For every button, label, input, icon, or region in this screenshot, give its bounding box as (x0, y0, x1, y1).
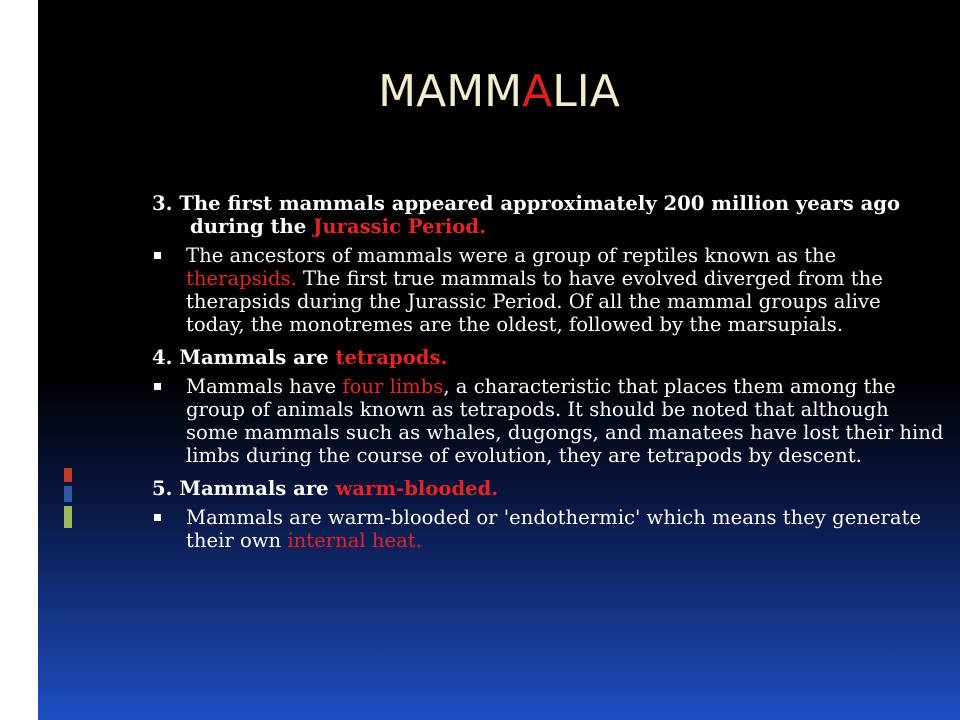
bullet-highlight: four limbs (342, 375, 444, 398)
bullet-item (114, 506, 944, 552)
bullet-square-icon (154, 514, 161, 521)
bullet-item (114, 375, 944, 467)
point-highlight: warm-blooded. (335, 477, 499, 500)
bullet-square-icon (154, 383, 161, 390)
point-text: Mammals are (179, 346, 336, 369)
bullet-text: The first true mammals to have evolved diverged from the therapsids during the Jurassic Period. Of all the mammal groups alive today, the monotremes are the oldest, followed by the marsupials. (186, 267, 883, 336)
accent-bar-red (64, 468, 72, 482)
bullet-text: , a characteristic that places them among the group of animals known as tetrapods. It should be noted that although some mammals such as whales, dugongs, and manatees have lost their hind limbs during the course of evolution, they are tetrapods by descent. (186, 375, 944, 467)
slide-body (114, 192, 944, 562)
bullet-highlight: internal heat. (287, 529, 422, 552)
point-3 (152, 192, 944, 238)
point-text: Mammals are (179, 477, 336, 500)
bullet-square-icon (154, 252, 161, 259)
point-text: The first mammals appeared approximately 200 million years ago during the (179, 192, 901, 238)
slide-title (38, 66, 960, 117)
accent-bar-blue (64, 486, 72, 502)
point-5 (152, 477, 944, 500)
point-highlight: tetrapods. (335, 346, 448, 369)
title-suffix: LIA (552, 66, 620, 117)
accent-bar-green (64, 506, 72, 528)
point-highlight: Jurassic Period. (313, 215, 486, 238)
slide (38, 0, 960, 720)
point-number: 5. (152, 477, 180, 500)
bullet-item (114, 244, 944, 336)
point-4 (152, 346, 944, 369)
point-number: 3. (152, 192, 180, 215)
title-highlight: A (522, 66, 553, 117)
bullet-text: The ancestors of mammals were a group of reptiles known as the (186, 244, 837, 267)
bullet-highlight: therapsids. (186, 267, 297, 290)
title-prefix: MAMM (378, 66, 523, 117)
bullet-text: Mammals have (186, 375, 343, 398)
bullet-text: Mammals are warm-blooded or 'endothermic' which means they generate their own (186, 506, 922, 552)
point-number: 4. (152, 346, 180, 369)
left-sidebar (0, 0, 38, 720)
